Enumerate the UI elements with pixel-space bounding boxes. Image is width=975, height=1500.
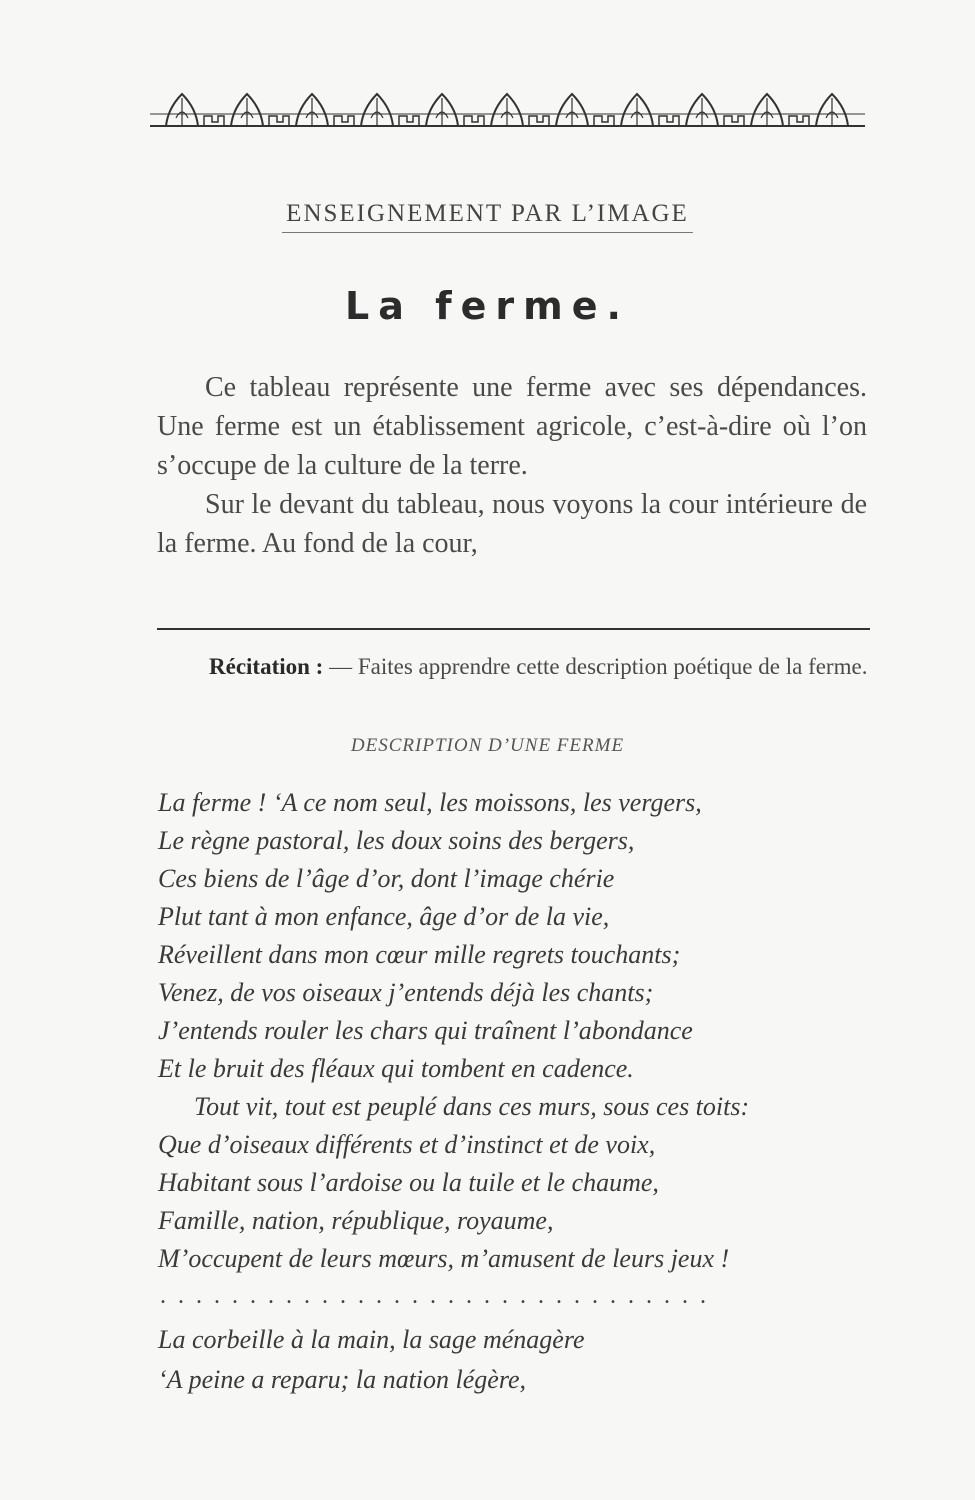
verse-line: Que d’oiseaux différents et d’instinct et de voix,: [158, 1130, 656, 1159]
prose-body: [157, 368, 867, 563]
ornament-key: [529, 116, 549, 126]
verse-line: ‘A peine a reparu; la nation légère,: [158, 1365, 527, 1394]
verse-line: Et le bruit des fléaux qui tombent en cadence.: [158, 1054, 634, 1083]
verse-line: Famille, nation, république, royaume,: [158, 1206, 554, 1235]
verse-line: J’entends rouler les chars qui traînent l’abondance: [158, 1016, 693, 1045]
ellipsis-line: ...............................: [160, 1283, 718, 1309]
ornament-key: [399, 116, 419, 126]
verse-line: Venez, de vos oiseaux j’entends déjà les chants;: [158, 978, 654, 1007]
ornament-key: [269, 116, 289, 126]
poem-verses-continued: [158, 1320, 868, 1400]
ornament-vein: [566, 98, 578, 126]
ornament-vein: [176, 98, 188, 126]
recitation-label: Récitation :: [209, 654, 324, 679]
ornament-key: [464, 116, 484, 126]
prose-paragraph: Ce tableau représente une ferme avec ses dépendances. Une ferme est un établissement agricole, c’est-à-dire où l’on s’occupe de la culture de la terre.: [157, 372, 867, 481]
ornament-vein: [306, 98, 318, 126]
ornament-vein: [501, 98, 513, 126]
ornament-key: [659, 116, 679, 126]
verse-line: M’occupent de leurs mœurs, m’amusent de leurs jeux !: [158, 1244, 730, 1273]
ornament-vein: [631, 98, 643, 126]
section-title: [0, 200, 975, 233]
verse-line: Ces biens de l’âge d’or, dont l’image chérie: [158, 864, 615, 893]
verse-line: La ferme ! ‘A ce nom seul, les moissons, les vergers,: [158, 788, 702, 817]
verse-line: Réveillent dans mon cœur mille regrets touchants;: [158, 940, 681, 969]
greek-key-border-icon: [150, 88, 865, 128]
verse-line: Habitant sous l’ardoise ou la tuile et le chaume,: [158, 1168, 659, 1197]
ornament-vein: [371, 98, 383, 126]
ornament-key: [594, 116, 614, 126]
ornament-key: [334, 116, 354, 126]
ornament-vein: [826, 98, 838, 126]
ornament-vein: [696, 98, 708, 126]
ornament-key: [724, 116, 744, 126]
page-title: La ferme.: [345, 284, 630, 328]
verse-line: La corbeille à la main, la sage ménagère: [158, 1325, 585, 1354]
prose-paragraph: Sur le devant du tableau, nous voyons la cour intérieure de la ferme. Au fond de la cour,: [157, 489, 867, 559]
ornament-vein: [436, 98, 448, 126]
verse-line: Plut tant à mon enfance, âge d’or de la vie,: [158, 902, 610, 931]
ornament-key: [789, 116, 809, 126]
verse-line: Le règne pastoral, les doux soins des bergers,: [158, 826, 635, 855]
recitation-note: [157, 650, 870, 683]
divider: [157, 628, 870, 630]
recitation-text: — Faites apprendre cette description poétique de la ferme.: [329, 654, 868, 679]
poem-verses: [158, 784, 868, 1278]
section-title-text: ENSEIGNEMENT PAR L’IMAGE: [282, 200, 693, 233]
verse-line: Tout vit, tout est peuplé dans ces murs, sous ces toits:: [194, 1092, 750, 1121]
ornament-vein: [241, 98, 253, 126]
ornament-key: [204, 116, 224, 126]
ornament-vein: [761, 98, 773, 126]
poem-title: DESCRIPTION D’UNE FERME: [350, 735, 625, 756]
